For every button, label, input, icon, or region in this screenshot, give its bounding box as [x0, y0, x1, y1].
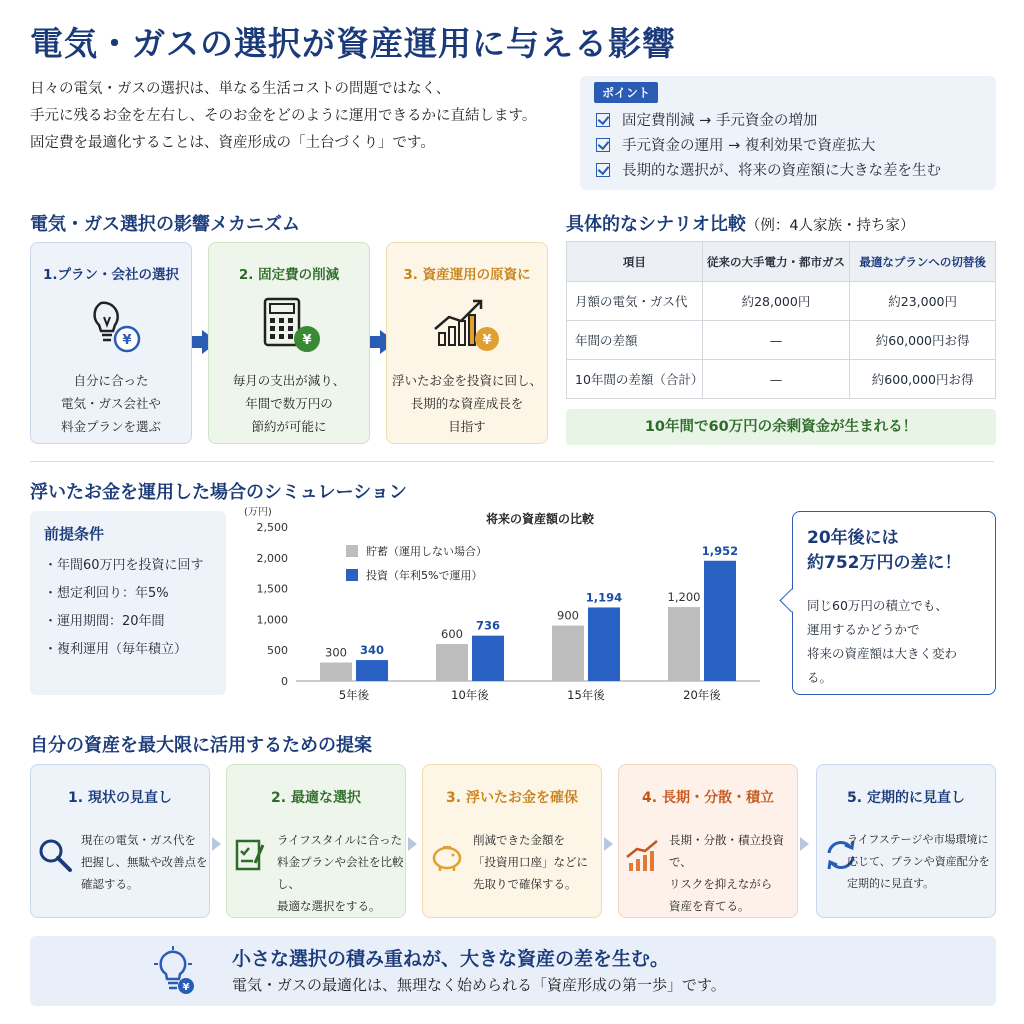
point-item-text: 長期的な選択が、将来の資産額に大きな差を生む [622, 163, 941, 179]
chart-bar [356, 660, 388, 681]
body-line: 料金プランを選ぶ [60, 419, 161, 434]
y-tick-label: 2,000 [256, 551, 288, 565]
checklist-icon [233, 837, 269, 873]
proposal-title: 5. 定期的に見直し [847, 790, 965, 806]
mechanism-card-2 [208, 242, 370, 444]
callout-line: 運用するかどうかで [807, 622, 920, 637]
mechanism-card-title: 2. 固定費の削減 [238, 267, 340, 283]
body-line: 長期的な資産成長を [410, 396, 524, 411]
mechanism-card-title: 3. 資産運用の原資に [403, 267, 531, 283]
body-line: 浮いたお金を投資に回し、 [391, 373, 542, 388]
proposal-title: 1. 現状の見直し [68, 790, 172, 806]
table-row [567, 360, 996, 399]
piggy-bank-icon [429, 837, 465, 873]
proposals-heading: 自分の資産を最大限に活用するための提案 [30, 735, 372, 756]
magnifier-icon [37, 837, 73, 873]
x-tick-label: 10年後 [451, 688, 489, 702]
page-title: 電気・ガスの選択が資産運用に与える影響 [30, 24, 676, 63]
proposal-card-1 [30, 764, 210, 918]
body-line: 削減できた金額を [473, 833, 565, 847]
proposal-card-5 [816, 764, 996, 918]
point-tag: ポイント [594, 82, 658, 103]
table-cell: 約600,000円お得 [850, 360, 996, 399]
chart-bar [436, 644, 468, 681]
conditions-box [30, 511, 226, 695]
growth-chart-icon [625, 837, 661, 873]
scenario-heading-text: 具体的なシナリオ比較 [566, 214, 746, 235]
bar-value-label: 1,952 [701, 543, 739, 558]
conditions-title: 前提条件 [44, 525, 105, 543]
proposal-card-4 [618, 764, 798, 918]
body-line: 毎月の支出が減り、 [232, 373, 346, 388]
asset-comparison-chart [240, 503, 780, 713]
svg-text:¥: ¥ [302, 333, 312, 348]
chart-title: 将来の資産額の比較 [485, 512, 595, 526]
scenario-subheading: （例：4人家族・持ち家） [745, 218, 915, 234]
proposal-card-3 [422, 764, 602, 918]
footer-headline: 小さな選択の積み重ねが、大きな資産の差を生む。 [232, 948, 670, 970]
chart-svg [240, 503, 780, 713]
lightbulb-yen-icon [71, 295, 151, 357]
svg-text:¥: ¥ [122, 333, 132, 348]
footer-subline: 電気・ガスの最適化は、無理なく始められる「資産形成の第一歩」です。 [232, 976, 726, 994]
svg-text:¥: ¥ [482, 333, 492, 348]
bar-value-label: 300 [325, 645, 347, 660]
proposal-body [669, 829, 797, 917]
x-tick-label: 15年後 [567, 688, 605, 702]
table-cell: 約28,000円 [702, 282, 850, 321]
arrow-right-icon [408, 837, 417, 851]
callout-line: 同じ60万円の積立でも、 [807, 598, 948, 613]
mechanism-card-body [209, 369, 369, 438]
table-header-row [567, 242, 996, 282]
chart-bar [588, 607, 620, 681]
body-line: 先取りで確保する。 [473, 877, 577, 891]
chart-bar [668, 607, 700, 681]
proposal-body [277, 829, 405, 917]
condition-item: ・想定利回り：年5% [44, 586, 169, 601]
y-tick-label: 1,000 [256, 613, 288, 627]
footer-banner [30, 936, 996, 1006]
mechanism-card-3 [386, 242, 548, 444]
column-header: 従来の大手電力・都市ガス [702, 242, 850, 282]
checkbox-icon [596, 163, 610, 177]
point-item [596, 107, 982, 132]
body-line: 長期・分散・積立投資で、 [669, 833, 784, 869]
arrow-right-icon [800, 837, 809, 851]
body-line: 応じて、プランや資産配分を [847, 855, 990, 868]
proposal-title: 3. 浮いたお金を確保 [446, 790, 578, 806]
y-tick-label: 500 [267, 644, 288, 658]
calculator-yen-icon [249, 295, 329, 357]
arrow-right-icon [212, 837, 221, 851]
bar-value-label: 1,194 [585, 590, 623, 605]
bar-value-label: 340 [359, 643, 385, 658]
chart-bar [472, 636, 504, 681]
table-cell: 約60,000円お得 [850, 321, 996, 360]
body-line: 把握し、無駄や改善点を [81, 855, 208, 869]
table-cell: — [702, 321, 850, 360]
body-line: 確認する。 [81, 877, 139, 891]
callout-headline: 約752万円の差に！ [807, 553, 962, 573]
scenario-summary: 10年間で60万円の余剰資金が生まれる！ [566, 409, 996, 445]
body-line: ライフスタイルに合った [277, 833, 403, 847]
mechanism-card-1 [30, 242, 192, 444]
proposal-body [473, 829, 601, 895]
legend-label: 貯蓄（運用しない場合） [366, 545, 487, 558]
callout-box [792, 511, 996, 695]
lightbulb-idea-icon [146, 944, 200, 998]
chart-bar [552, 626, 584, 681]
proposal-body [847, 829, 995, 895]
condition-item: ・年間60万円を投資に回す [44, 558, 204, 573]
y-tick-label: 2,500 [256, 521, 288, 534]
body-line: 最適な選択をする。 [277, 899, 381, 913]
bar-value-label: 900 [557, 608, 579, 623]
legend-swatch [346, 545, 358, 557]
body-line: 料金プランや会社を比較し、 [277, 855, 404, 891]
body-line: 資産を育てる。 [669, 899, 750, 913]
callout-headline: 20年後には [807, 528, 899, 548]
chart-bar [320, 663, 352, 681]
checkbox-icon [596, 113, 610, 127]
intro-line: 手元に残るお金を左右し、そのお金をどのように運用できるかに直結します。 [30, 108, 537, 124]
svg-text:¥: ¥ [182, 982, 190, 993]
column-header: 最適なプランへの切替後 [850, 242, 996, 282]
condition-item: ・運用期間：20年間 [44, 614, 165, 629]
scenario-heading [566, 210, 915, 236]
simulation-heading: 浮いたお金を運用した場合のシミュレーション [30, 482, 407, 503]
intro-text [30, 76, 570, 157]
body-line: ライフステージや市場環境に [847, 833, 989, 846]
proposal-title: 4. 長期・分散・積立 [642, 790, 774, 806]
point-box [580, 76, 996, 190]
mechanism-card-body [31, 369, 191, 438]
table-cell: 10年間の差額（合計） [567, 360, 703, 399]
point-item [596, 157, 982, 182]
chart-bar [704, 561, 736, 681]
y-axis-unit-label: (万円) [244, 507, 272, 518]
legend-swatch [346, 569, 358, 581]
mechanism-heading: 電気・ガス選択の影響メカニズム [30, 214, 300, 235]
y-tick-label: 0 [281, 675, 288, 688]
intro-line: 日々の電気・ガスの選択は、単なる生活コストの問題ではなく、 [30, 81, 451, 97]
body-line: 目指す [448, 419, 486, 434]
body-line: リスクを抑えながら [669, 877, 773, 891]
comparison-table [566, 241, 996, 399]
checkbox-icon [596, 138, 610, 152]
body-line: 現在の電気・ガス代を [81, 833, 196, 847]
legend-label: 投資（年利5%で運用） [366, 569, 483, 582]
body-line: 定期的に見直す。 [847, 877, 935, 890]
bar-value-label: 600 [441, 627, 463, 642]
body-line: 年間で数万円の [245, 396, 333, 411]
section-divider [30, 461, 994, 462]
body-line: 自分に合った [73, 373, 149, 388]
table-cell: — [702, 360, 850, 399]
body-line: 「投資用口座」などに [473, 855, 588, 869]
table-cell: 月額の電気・ガス代 [567, 282, 703, 321]
column-header: 項目 [567, 242, 703, 282]
point-item [596, 132, 982, 157]
mechanism-card-title: 1.プラン・会社の選択 [42, 267, 180, 283]
table-cell: 年間の差額 [567, 321, 703, 360]
proposal-card-2 [226, 764, 406, 918]
bar-value-label: 736 [475, 618, 501, 633]
arrow-right-icon [604, 837, 613, 851]
y-tick-label: 1,500 [256, 582, 288, 596]
callout-text [807, 594, 981, 690]
point-item-text: 手元資金の運用 → 複利効果で資産拡大 [622, 138, 876, 154]
condition-item: ・複利運用（毎年積立） [44, 642, 188, 657]
proposal-title: 2. 最適な選択 [271, 790, 361, 806]
proposal-body [81, 829, 209, 895]
callout-line: 将来の資産額は大きく変わる。 [807, 646, 958, 685]
table-row [567, 282, 996, 321]
growth-chart-yen-icon [427, 295, 507, 357]
table-cell: 約23,000円 [850, 282, 996, 321]
point-item-text: 固定費削減 → 手元資金の増加 [622, 113, 818, 129]
table-row [567, 321, 996, 360]
x-tick-label: 20年後 [683, 688, 721, 702]
bar-value-label: 1,200 [667, 590, 701, 605]
body-line: 電気・ガス会社や [60, 396, 161, 411]
x-tick-label: 5年後 [338, 688, 370, 702]
mechanism-card-body [387, 369, 547, 438]
intro-line: 固定費を最適化することは、資産形成の「土台づくり」です。 [30, 135, 435, 151]
body-line: 節約が可能に [251, 419, 327, 434]
